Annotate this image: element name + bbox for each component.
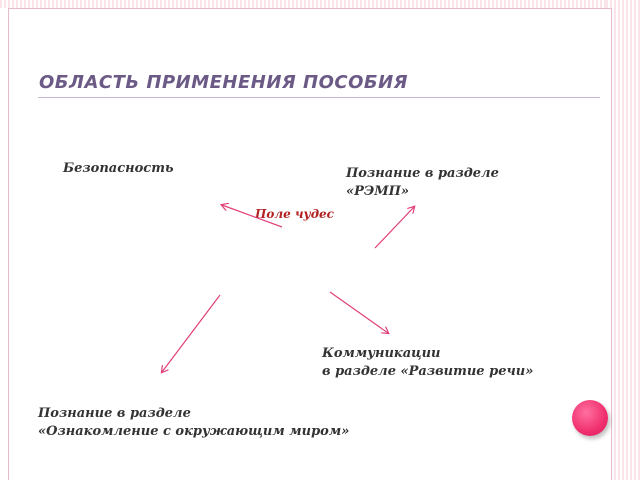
node-communications-line2: в разделе «Развитие речи» [322,364,534,379]
center-label: Поле чудес [255,207,334,221]
slide-title: ОБЛАСТЬ ПРИМЕНЕНИЯ ПОСОБИЯ [39,72,409,93]
node-communications-line1: Коммуникации [322,346,441,361]
node-remp-line2: «РЭМП» [346,184,410,199]
node-remp-line1: Познание в разделе [346,166,499,181]
decor-pink-circle [572,400,608,436]
arrow-to-world [162,295,220,372]
node-world-line1: Познание в разделе [38,406,191,421]
node-safety: Безопасность [63,161,174,176]
node-world-line2: «Ознакомление с окружающим миром» [38,424,350,439]
arrow-to-remp [375,207,414,248]
arrow-to-safety [222,205,282,227]
arrow-to-communications [330,292,388,333]
